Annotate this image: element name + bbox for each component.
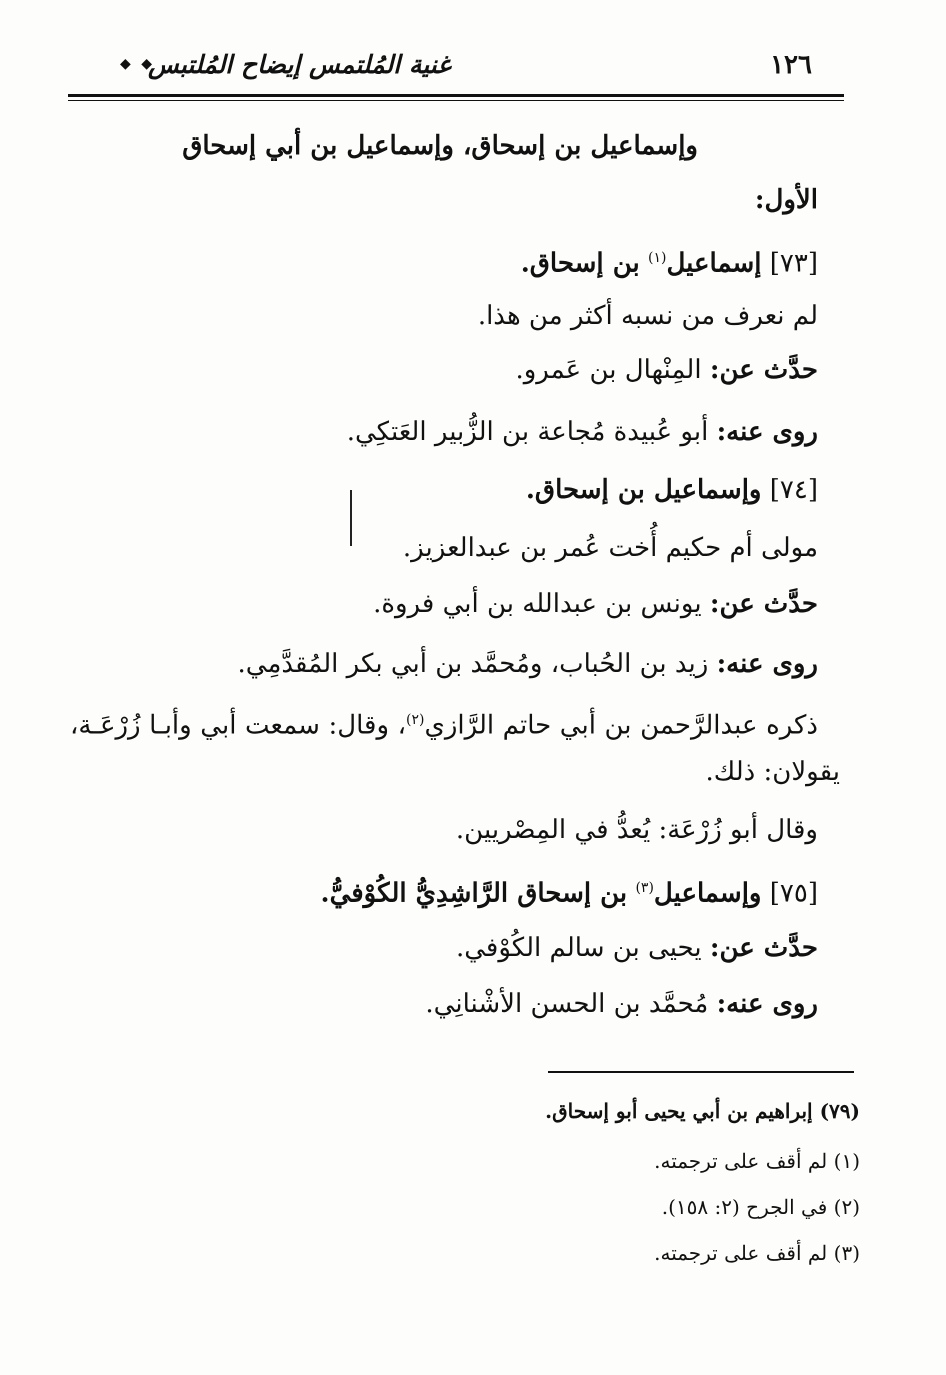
entry-name: وإسماعيل بن إسحاق. bbox=[525, 475, 762, 505]
entry-73-note: لم نعرف من نسبه أكثر من هذا. bbox=[477, 301, 818, 331]
citation-text: ذكره عبدالرَّحمن بن أبي حاتم الرَّازي bbox=[424, 710, 818, 741]
running-header bbox=[68, 40, 820, 90]
footnote-cross-ref: (٧٩) إبراهيم بن أبي يحيى أبو إسحاق. bbox=[545, 1099, 860, 1123]
label: حدَّث عن: bbox=[709, 589, 818, 619]
entry-number: [٧٥] bbox=[769, 878, 818, 909]
footnote-1: (١) لم أقف على ترجمته. bbox=[654, 1149, 860, 1173]
entry-74-title bbox=[526, 470, 818, 510]
section-heading: وإسماعيل بن إسحاق، وإسماعيل بن أبي إسحاق bbox=[182, 131, 698, 161]
entry-74-narrated-from bbox=[373, 584, 818, 624]
entry-name: إسماعيل bbox=[666, 248, 762, 279]
diamond-ornament-icon: ◆ ◆ bbox=[120, 56, 155, 72]
label: حدَّث عن: bbox=[709, 355, 818, 385]
footnote-separator bbox=[548, 1071, 854, 1073]
entry-74-citation-tail: يقولان: ذلك. bbox=[705, 757, 840, 787]
entry-75-title bbox=[321, 868, 818, 914]
entry-75-narrators bbox=[425, 984, 818, 1024]
footnote-ref[interactable]: (٣) bbox=[635, 880, 654, 896]
footnote-2: (٢) في الجرح (٢: ١٥٨). bbox=[661, 1195, 860, 1219]
entry-74-quote: وقال أبو زُرْعَة: يُعدُّ في المِصْريين. bbox=[455, 815, 818, 845]
entry-number: [٧٣] bbox=[769, 248, 818, 279]
label: روى عنه: bbox=[716, 417, 818, 447]
margin-mark bbox=[350, 490, 352, 546]
value: يحيى بن سالم الكُوْفي. bbox=[455, 933, 702, 963]
value: يونس بن عبدالله بن أبي فروة. bbox=[373, 589, 702, 619]
entry-number: [٧٤] bbox=[769, 475, 818, 505]
entry-74-narrators bbox=[238, 644, 818, 684]
header-rule-thin bbox=[68, 100, 844, 101]
citation-text-rest: ، وقال: سمعت أبي وأبـا زُرْعَـة، bbox=[70, 710, 406, 741]
entry-75-narrated-from bbox=[456, 928, 818, 968]
entry-73-title bbox=[521, 238, 818, 284]
entry-name-rest: بن إسحاق الرَّاشِدِيُّ الكُوْفيُّ. bbox=[320, 878, 628, 909]
entry-name: وإسماعيل bbox=[653, 878, 762, 909]
label: روى عنه: bbox=[716, 649, 818, 679]
footnote-3: (٣) لم أقف على ترجمته. bbox=[654, 1241, 860, 1265]
footnote-ref[interactable]: (٢) bbox=[406, 712, 425, 728]
value: أبو عُبيدة مُجاعة بن الزُّبير العَتكِي. bbox=[346, 417, 709, 447]
header-rule bbox=[68, 94, 844, 97]
value: المِنْهال بن عَمرو. bbox=[515, 355, 702, 385]
page-number: ١٢٦ bbox=[770, 50, 812, 80]
footnote-ref[interactable]: (١) bbox=[648, 250, 667, 266]
section-label: الأول: bbox=[754, 185, 818, 215]
book-title: غنية المُلتمس إيضاح المُلتبس bbox=[148, 50, 451, 79]
value: مُحمَّد بن الحسن الأشْنانِي. bbox=[425, 989, 709, 1019]
entry-74-note: مولى أم حكيم أُخت عُمر بن عبدالعزيز. bbox=[402, 533, 818, 563]
entry-73-narrated-from bbox=[515, 350, 818, 390]
value: زيد بن الحُباب، ومُحمَّد بن أبي بكر المُقدَّمِي. bbox=[237, 649, 709, 679]
entry-73-narrators bbox=[347, 412, 818, 452]
label: روى عنه: bbox=[716, 989, 818, 1019]
label: حدَّث عن: bbox=[709, 933, 818, 963]
entry-name-rest: بن إسحاق. bbox=[520, 248, 640, 279]
entry-74-citation bbox=[70, 700, 818, 746]
